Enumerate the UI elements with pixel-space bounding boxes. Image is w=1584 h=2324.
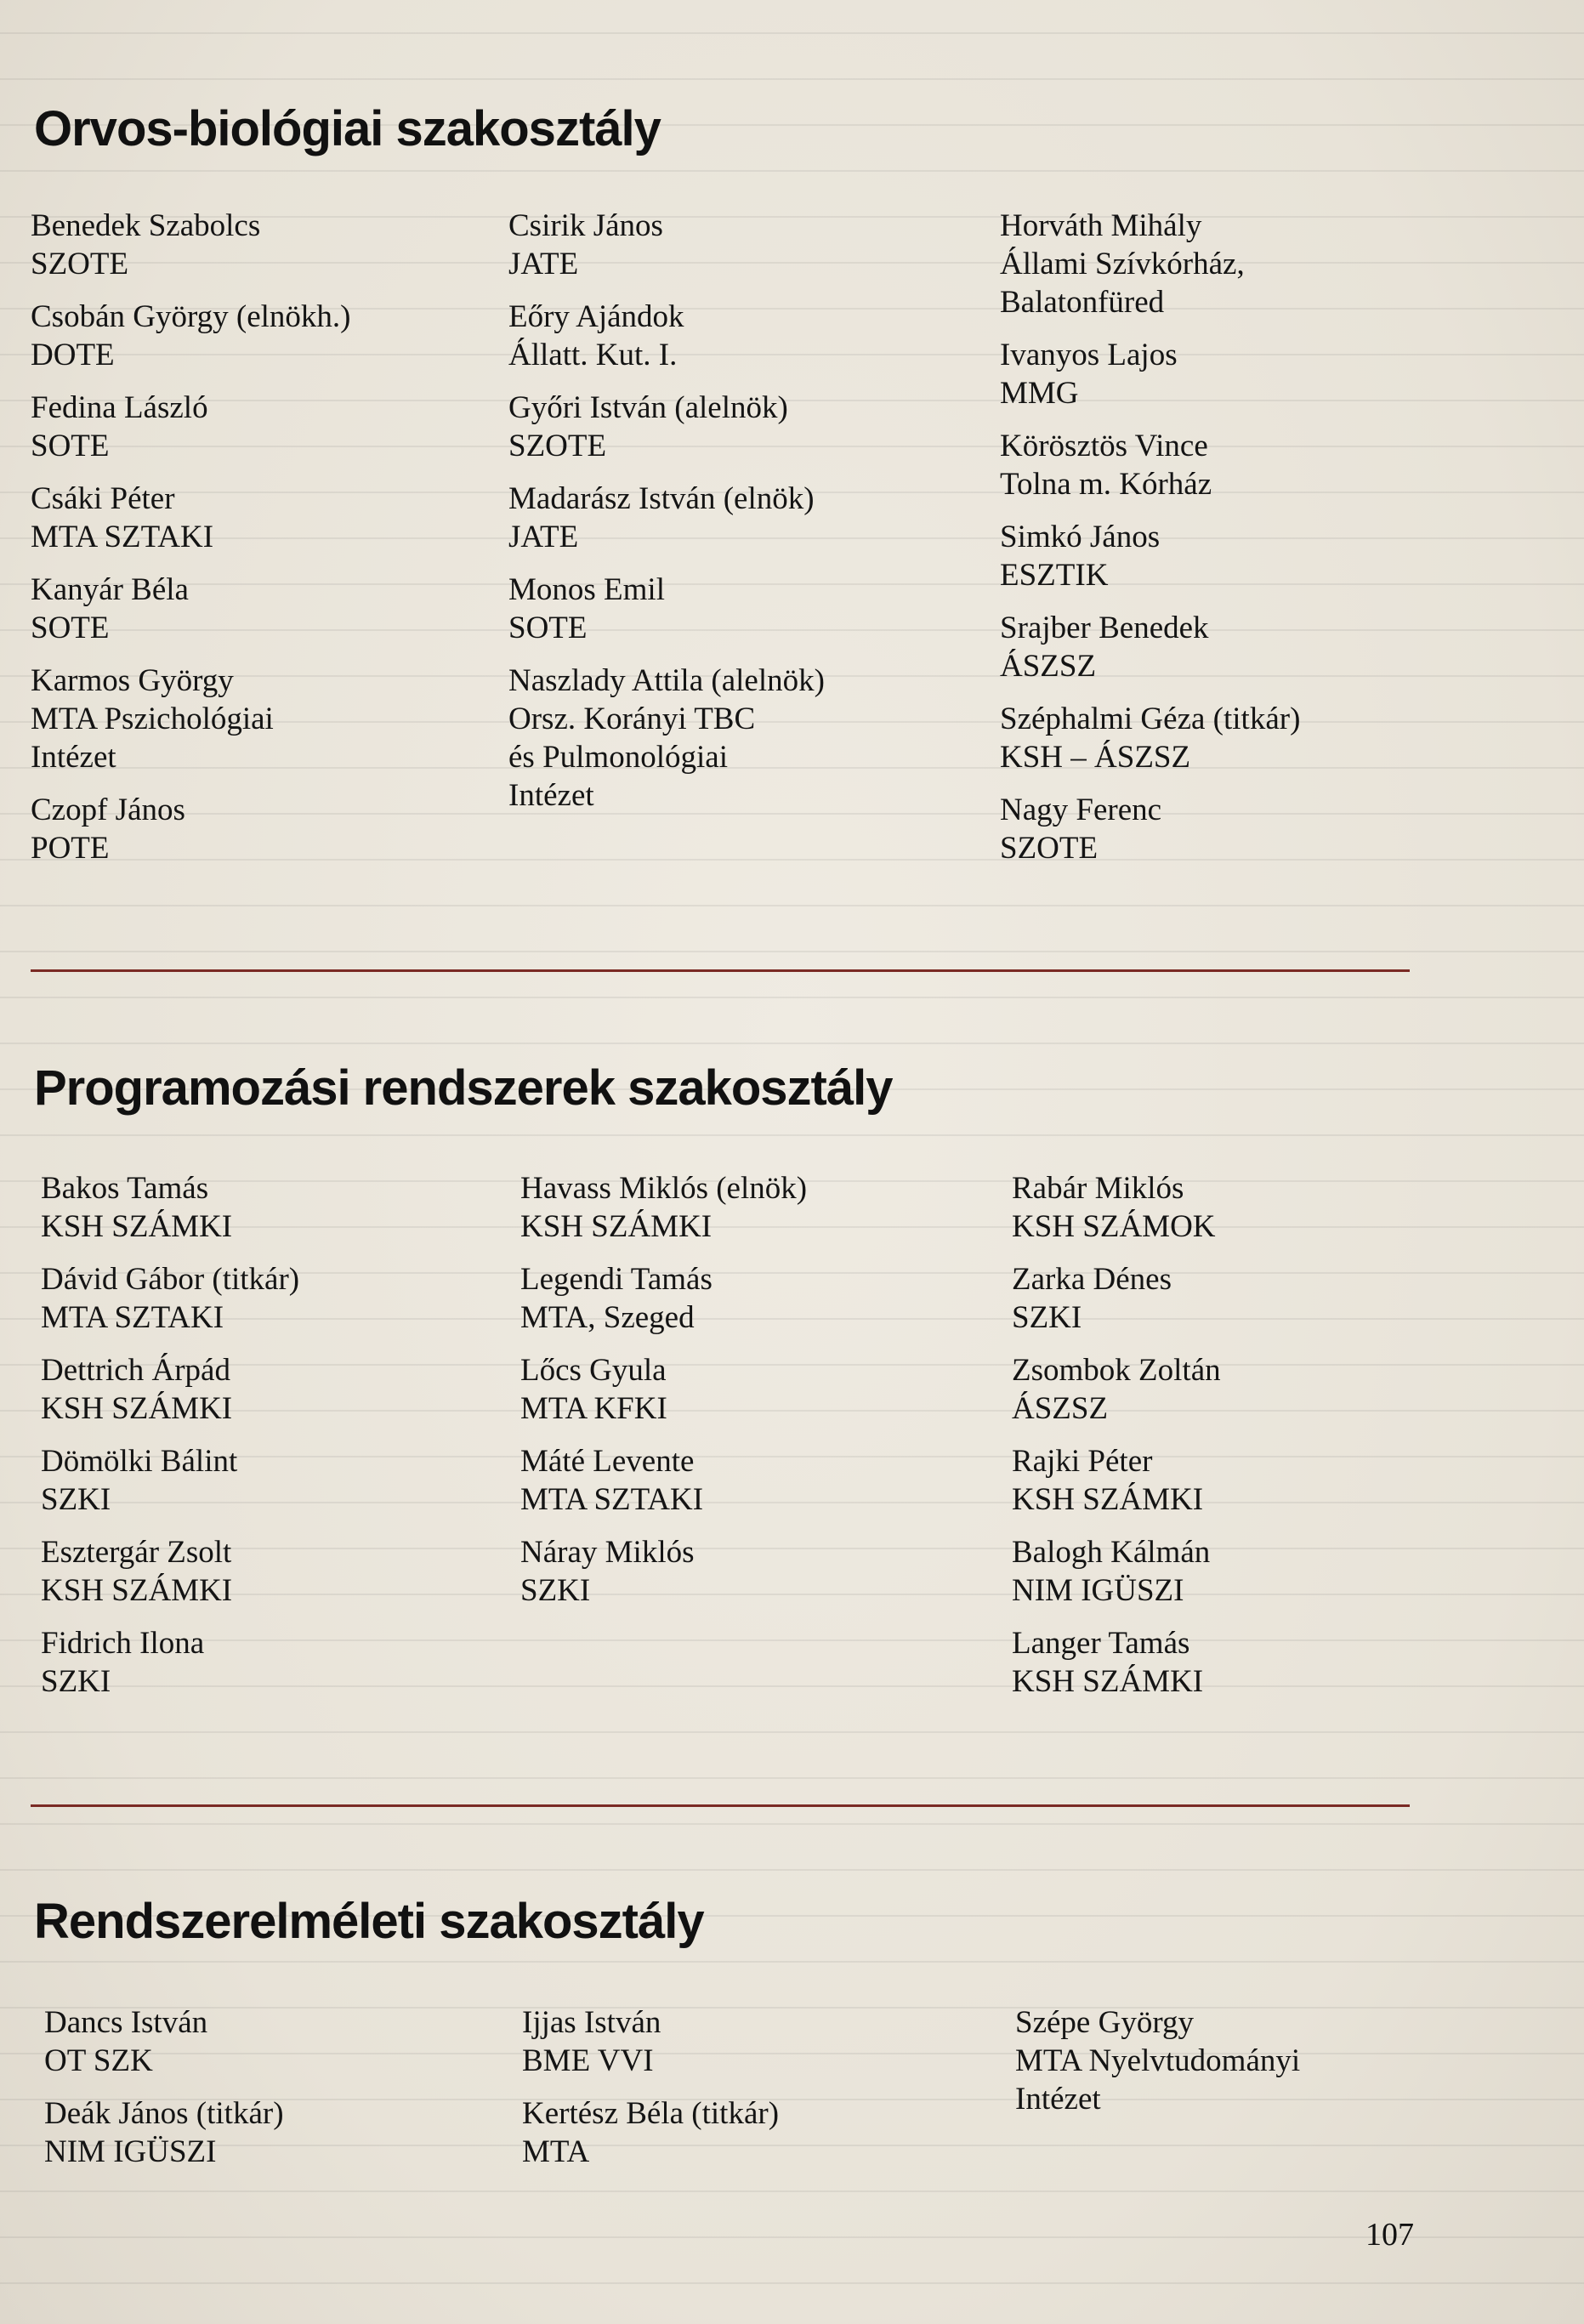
member-name: Dávid Gábor (titkár) xyxy=(41,1262,300,1297)
member-affiliation: SZKI xyxy=(1012,1300,1082,1335)
member-name: Dömölki Bálint xyxy=(41,1444,238,1479)
member-affiliation: SOTE xyxy=(508,611,588,645)
member-affiliation: JATE xyxy=(508,247,579,281)
member-name: Dettrich Árpád xyxy=(41,1353,230,1388)
member-entry xyxy=(1012,1624,1488,1701)
member-entry xyxy=(31,571,507,647)
member-name: Kertész Béla (titkár) xyxy=(522,2096,780,2131)
section-title: Orvos-biológiai szakosztály xyxy=(34,101,661,156)
member-affiliation: Balatonfüred xyxy=(1000,285,1165,320)
member-entry xyxy=(520,1351,996,1428)
member-affiliation: KSH SZÁMKI xyxy=(41,1209,233,1244)
member-entry xyxy=(41,1169,517,1246)
column-1 xyxy=(31,207,507,882)
member-name: Csobán György (elnökh.) xyxy=(31,299,351,334)
member-entry xyxy=(508,207,985,283)
member-entry xyxy=(508,662,985,815)
section-divider xyxy=(31,1804,1410,1807)
member-entry xyxy=(1000,207,1476,321)
member-name: Horváth Mihály xyxy=(1000,208,1202,243)
member-name: Karmos György xyxy=(31,663,234,698)
member-entry xyxy=(1000,518,1476,594)
member-name: Csirik János xyxy=(508,208,663,243)
member-entry xyxy=(41,1351,517,1428)
member-name: Havass Miklós (elnök) xyxy=(520,1171,808,1206)
member-name: Rabár Miklós xyxy=(1012,1171,1184,1206)
member-name: Esztergár Zsolt xyxy=(41,1535,232,1570)
member-name: Zarka Dénes xyxy=(1012,1262,1172,1297)
member-entry xyxy=(520,1169,996,1246)
member-entry xyxy=(1012,1533,1488,1610)
member-name: Fedina László xyxy=(31,390,208,425)
member-affiliation: SZKI xyxy=(41,1664,111,1699)
member-name: Körösztös Vince xyxy=(1000,429,1208,463)
member-entry xyxy=(31,662,507,776)
member-name: Srajber Benedek xyxy=(1000,611,1209,645)
column-3 xyxy=(1000,207,1476,882)
member-entry xyxy=(1012,1260,1488,1337)
member-affiliation: ÁSZSZ xyxy=(1012,1391,1109,1426)
member-entry xyxy=(522,2003,998,2080)
member-affiliation: KSH SZÁMKI xyxy=(1012,1664,1204,1699)
member-name: Ijjas István xyxy=(522,2005,661,2040)
member-entry xyxy=(508,389,985,465)
member-entry xyxy=(31,389,507,465)
member-affiliation: Orsz. Korányi TBC xyxy=(508,702,756,736)
member-affiliation: ÁSZSZ xyxy=(1000,649,1097,684)
member-name: Szépe György xyxy=(1015,2005,1194,2040)
member-name: Fidrich Ilona xyxy=(41,1626,205,1661)
member-affiliation: MTA SZTAKI xyxy=(41,1300,224,1335)
section-title: Rendszerelméleti szakosztály xyxy=(34,1894,704,1949)
section-title: Programozási rendszerek szakosztály xyxy=(34,1060,893,1116)
member-affiliation: Állami Szívkórház, xyxy=(1000,247,1245,281)
member-name: Nagy Ferenc xyxy=(1000,793,1162,827)
member-affiliation: SOTE xyxy=(31,429,110,463)
column-1 xyxy=(41,1169,517,1715)
column-3 xyxy=(1012,1169,1488,1715)
member-entry xyxy=(522,2094,998,2171)
member-affiliation: MTA Pszichológiai xyxy=(31,702,274,736)
member-affiliation: SZKI xyxy=(520,1573,591,1608)
member-name: Győri István (alelnök) xyxy=(508,390,788,425)
member-entry xyxy=(1000,700,1476,776)
member-name: Benedek Szabolcs xyxy=(31,208,261,243)
column-2 xyxy=(508,207,985,829)
member-name: Deák János (titkár) xyxy=(44,2096,284,2131)
member-affiliation: KSH SZÁMKI xyxy=(41,1573,233,1608)
member-entry xyxy=(1012,1169,1488,1246)
member-name: Náray Miklós xyxy=(520,1535,695,1570)
member-affiliation: MTA SZTAKI xyxy=(520,1482,704,1517)
member-affiliation: POTE xyxy=(31,831,110,866)
member-name: Széphalmi Géza (titkár) xyxy=(1000,702,1301,736)
member-affiliation: SZOTE xyxy=(508,429,607,463)
member-affiliation: MMG xyxy=(1000,376,1079,411)
member-entry xyxy=(508,480,985,556)
member-entry xyxy=(41,1624,517,1701)
member-entry xyxy=(31,480,507,556)
member-entry xyxy=(44,2094,520,2171)
member-entry xyxy=(31,207,507,283)
member-entry xyxy=(520,1533,996,1610)
member-affiliation: és Pulmonológiai xyxy=(508,740,728,775)
member-affiliation: KSH SZÁMKI xyxy=(41,1391,233,1426)
member-affiliation: MTA, Szeged xyxy=(520,1300,695,1335)
member-name: Naszlady Attila (alelnök) xyxy=(508,663,825,698)
member-affiliation: ESZTIK xyxy=(1000,558,1109,593)
member-affiliation: KSH – ÁSZSZ xyxy=(1000,740,1191,775)
member-affiliation: DOTE xyxy=(31,338,115,372)
member-entry xyxy=(41,1260,517,1337)
column-2 xyxy=(522,2003,998,2185)
member-name: Máté Levente xyxy=(520,1444,695,1479)
member-entry xyxy=(1000,791,1476,867)
member-entry xyxy=(508,571,985,647)
member-name: Eőry Ajándok xyxy=(508,299,684,334)
member-entry xyxy=(508,298,985,374)
member-entry xyxy=(520,1260,996,1337)
member-affiliation: MTA KFKI xyxy=(520,1391,667,1426)
member-affiliation: SZOTE xyxy=(31,247,129,281)
member-affiliation: Intézet xyxy=(508,778,594,813)
member-entry xyxy=(41,1442,517,1519)
member-entry xyxy=(1000,336,1476,412)
member-name: Madarász István (elnök) xyxy=(508,481,815,516)
member-entry xyxy=(1000,427,1476,503)
member-entry xyxy=(44,2003,520,2080)
section-divider xyxy=(31,969,1410,972)
member-name: Monos Emil xyxy=(508,572,665,607)
member-name: Rajki Péter xyxy=(1012,1444,1153,1479)
member-name: Bakos Tamás xyxy=(41,1171,209,1206)
member-name: Legendi Tamás xyxy=(520,1262,713,1297)
column-3 xyxy=(1015,2003,1491,2133)
member-entry xyxy=(41,1533,517,1610)
member-entry xyxy=(1012,1351,1488,1428)
member-affiliation: NIM IGÜSZI xyxy=(44,2134,217,2169)
member-affiliation: BME VVI xyxy=(522,2043,654,2078)
member-entry xyxy=(31,298,507,374)
member-name: Zsombok Zoltán xyxy=(1012,1353,1221,1388)
member-affiliation: NIM IGÜSZI xyxy=(1012,1573,1184,1608)
member-affiliation: SZKI xyxy=(41,1482,111,1517)
member-entry xyxy=(520,1442,996,1519)
member-affiliation: MTA xyxy=(522,2134,590,2169)
member-affiliation: OT SZK xyxy=(44,2043,153,2078)
member-entry xyxy=(31,791,507,867)
member-name: Kanyár Béla xyxy=(31,572,189,607)
member-affiliation: JATE xyxy=(508,520,579,554)
member-affiliation: SZOTE xyxy=(1000,831,1099,866)
member-entry xyxy=(1012,1442,1488,1519)
member-name: Simkó János xyxy=(1000,520,1161,554)
member-name: Balogh Kálmán xyxy=(1012,1535,1211,1570)
member-entry xyxy=(1015,2003,1491,2118)
member-name: Langer Tamás xyxy=(1012,1626,1190,1661)
member-entry xyxy=(1000,609,1476,685)
member-name: Ivanyos Lajos xyxy=(1000,338,1178,372)
member-affiliation: Állatt. Kut. I. xyxy=(508,338,678,372)
member-name: Czopf János xyxy=(31,793,185,827)
member-affiliation: MTA SZTAKI xyxy=(31,520,214,554)
member-name: Csáki Péter xyxy=(31,481,175,516)
member-affiliation: KSH SZÁMKI xyxy=(1012,1482,1204,1517)
member-affiliation: MTA Nyelvtudományi xyxy=(1015,2043,1301,2078)
column-1 xyxy=(44,2003,520,2185)
member-name: Dancs István xyxy=(44,2005,208,2040)
column-2 xyxy=(520,1169,996,1624)
member-affiliation: Intézet xyxy=(31,740,116,775)
member-affiliation: SOTE xyxy=(31,611,110,645)
member-affiliation: Intézet xyxy=(1015,2082,1101,2117)
member-affiliation: KSH SZÁMKI xyxy=(520,1209,713,1244)
member-name: Lőcs Gyula xyxy=(520,1353,667,1388)
page-number: 107 xyxy=(1365,2217,1414,2253)
member-affiliation: Tolna m. Kórház xyxy=(1000,467,1212,502)
member-affiliation: KSH SZÁMOK xyxy=(1012,1209,1216,1244)
